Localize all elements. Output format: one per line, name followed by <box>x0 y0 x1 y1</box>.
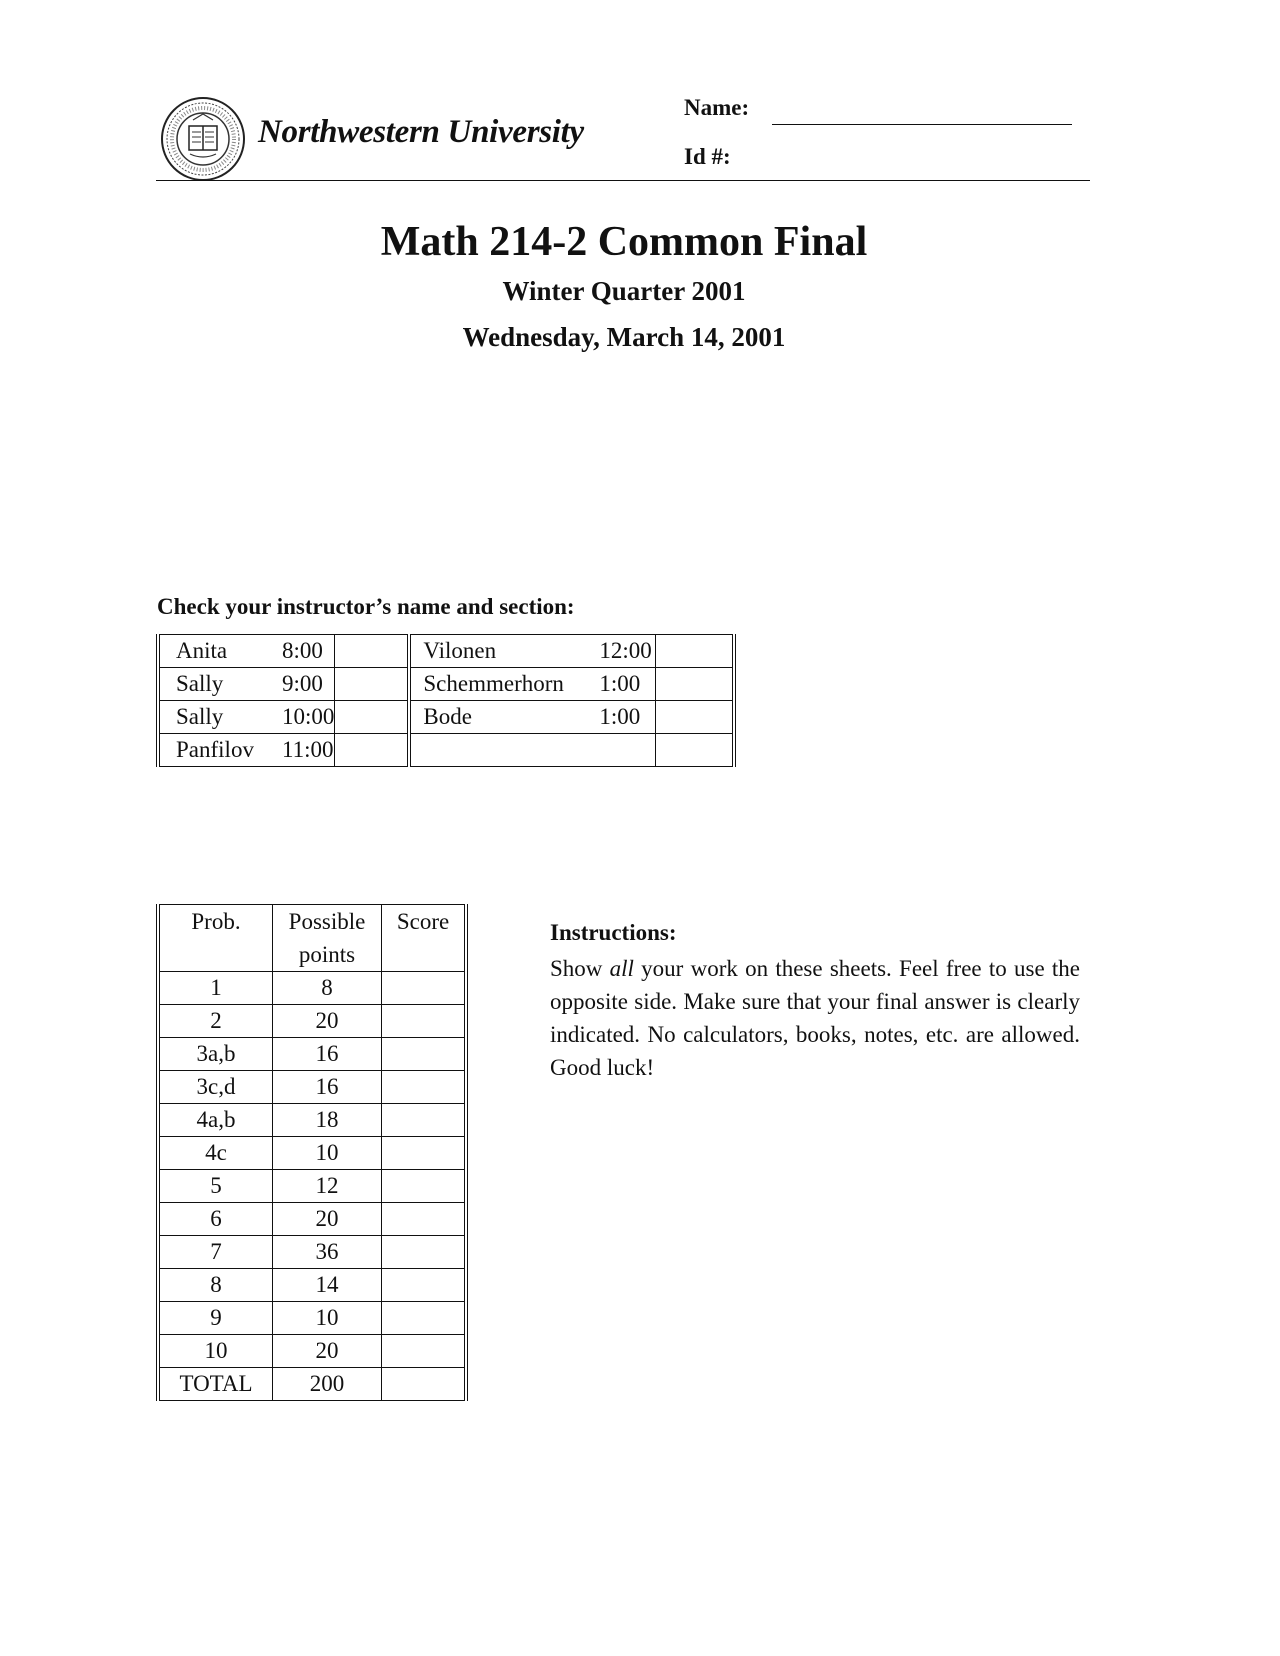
section-time: 8:00 <box>272 635 335 668</box>
possible-points: 20 <box>273 1335 382 1368</box>
score-header: Score <box>382 905 467 972</box>
table-row <box>158 1236 466 1269</box>
instructions-text <box>550 952 1080 1084</box>
section-time: 1:00 <box>591 701 656 734</box>
instructor-name: Bode <box>409 701 591 734</box>
score-cell[interactable] <box>382 972 467 1005</box>
table-row <box>158 734 734 767</box>
table-row <box>158 635 734 668</box>
table-row <box>158 1038 466 1071</box>
score-cell[interactable] <box>382 1071 467 1104</box>
score-cell[interactable] <box>382 1368 467 1401</box>
problem-number: 3c,d <box>158 1071 273 1104</box>
section-time: 10:00 <box>272 701 335 734</box>
table-row <box>158 1170 466 1203</box>
problem-number: 8 <box>158 1269 273 1302</box>
possible-header-line1: Possible <box>288 909 366 934</box>
instructor-name: Anita <box>158 635 272 668</box>
score-cell[interactable] <box>382 1203 467 1236</box>
possible-points: 12 <box>273 1170 382 1203</box>
table-row <box>158 1071 466 1104</box>
instructor-table <box>156 634 736 767</box>
table-row <box>158 1335 466 1368</box>
section-checkbox[interactable] <box>335 635 410 668</box>
id-label: Id #: <box>684 144 731 169</box>
score-cell[interactable] <box>382 1104 467 1137</box>
possible-points-header <box>273 905 382 972</box>
instructor-name: Schemmerhorn <box>409 668 591 701</box>
score-cell[interactable] <box>382 1137 467 1170</box>
table-row <box>158 1203 466 1236</box>
possible-points: 10 <box>273 1137 382 1170</box>
section-time: 9:00 <box>272 668 335 701</box>
problem-number: 7 <box>158 1236 273 1269</box>
score-table <box>156 904 468 1401</box>
instructor-name: Vilonen <box>409 635 591 668</box>
table-row <box>158 1302 466 1335</box>
problem-number: 6 <box>158 1203 273 1236</box>
table-row <box>158 701 734 734</box>
table-row <box>158 1104 466 1137</box>
possible-points: 8 <box>273 972 382 1005</box>
table-row <box>158 972 466 1005</box>
instructions-emphasis: all <box>609 956 634 981</box>
possible-points: 20 <box>273 1005 382 1038</box>
score-cell[interactable] <box>382 1170 467 1203</box>
section-checkbox[interactable] <box>335 734 410 767</box>
section-checkbox[interactable] <box>656 734 735 767</box>
university-seal-logo <box>160 96 246 182</box>
possible-points: 14 <box>273 1269 382 1302</box>
table-row <box>158 1368 466 1401</box>
score-cell[interactable] <box>382 1335 467 1368</box>
section-time: 12:00 <box>591 635 656 668</box>
instructor-name <box>409 734 591 767</box>
score-cell[interactable] <box>382 1302 467 1335</box>
section-time: 11:00 <box>272 734 335 767</box>
score-cell[interactable] <box>382 1005 467 1038</box>
section-time <box>591 734 656 767</box>
table-row <box>158 1005 466 1038</box>
instructor-section-label: Check your instructor’s name and section: <box>157 594 575 619</box>
table-row <box>158 668 734 701</box>
problem-number: 4a,b <box>158 1104 273 1137</box>
instructor-name: Sally <box>158 668 272 701</box>
prob-header: Prob. <box>158 905 273 972</box>
section-time: 1:00 <box>591 668 656 701</box>
problem-number: 2 <box>158 1005 273 1038</box>
score-cell[interactable] <box>382 1269 467 1302</box>
exam-date: Wednesday, March 14, 2001 <box>462 322 786 352</box>
possible-header-line2: points <box>298 942 356 967</box>
table-row <box>158 1269 466 1302</box>
problem-number: 3a,b <box>158 1038 273 1071</box>
problem-number: 5 <box>158 1170 273 1203</box>
instructor-name: Sally <box>158 701 272 734</box>
page-title: Math 214-2 Common Final <box>380 219 868 265</box>
section-checkbox[interactable] <box>335 701 410 734</box>
section-checkbox[interactable] <box>656 701 735 734</box>
name-label: Name: <box>684 95 750 120</box>
instructions-text-part2: your work on these sheets. Feel free to use the opposite side. Make sure that your final answer is clearly indicated. No calculators, books, notes, etc. are allowed. Good luck! <box>550 956 1080 1080</box>
section-checkbox[interactable] <box>335 668 410 701</box>
possible-points: 18 <box>273 1104 382 1137</box>
problem-number: TOTAL <box>158 1368 273 1401</box>
header-divider <box>156 180 1090 181</box>
instructions-text-part1: Show <box>550 956 610 981</box>
possible-points: 16 <box>273 1038 382 1071</box>
university-name: Northwestern University <box>258 114 584 150</box>
problem-number: 9 <box>158 1302 273 1335</box>
possible-points: 20 <box>273 1203 382 1236</box>
instructions-heading: Instructions: <box>550 920 677 945</box>
section-checkbox[interactable] <box>656 668 735 701</box>
score-cell[interactable] <box>382 1038 467 1071</box>
page-subtitle: Winter Quarter 2001 <box>502 276 746 306</box>
table-row <box>158 1137 466 1170</box>
section-checkbox[interactable] <box>656 635 735 668</box>
possible-points: 16 <box>273 1071 382 1104</box>
possible-points: 10 <box>273 1302 382 1335</box>
score-cell[interactable] <box>382 1236 467 1269</box>
instructor-name: Panfilov <box>158 734 272 767</box>
possible-points: 200 <box>273 1368 382 1401</box>
problem-number: 10 <box>158 1335 273 1368</box>
name-field-line[interactable] <box>772 124 1072 125</box>
possible-points: 36 <box>273 1236 382 1269</box>
problem-number: 1 <box>158 972 273 1005</box>
table-header-row <box>158 905 466 972</box>
problem-number: 4c <box>158 1137 273 1170</box>
